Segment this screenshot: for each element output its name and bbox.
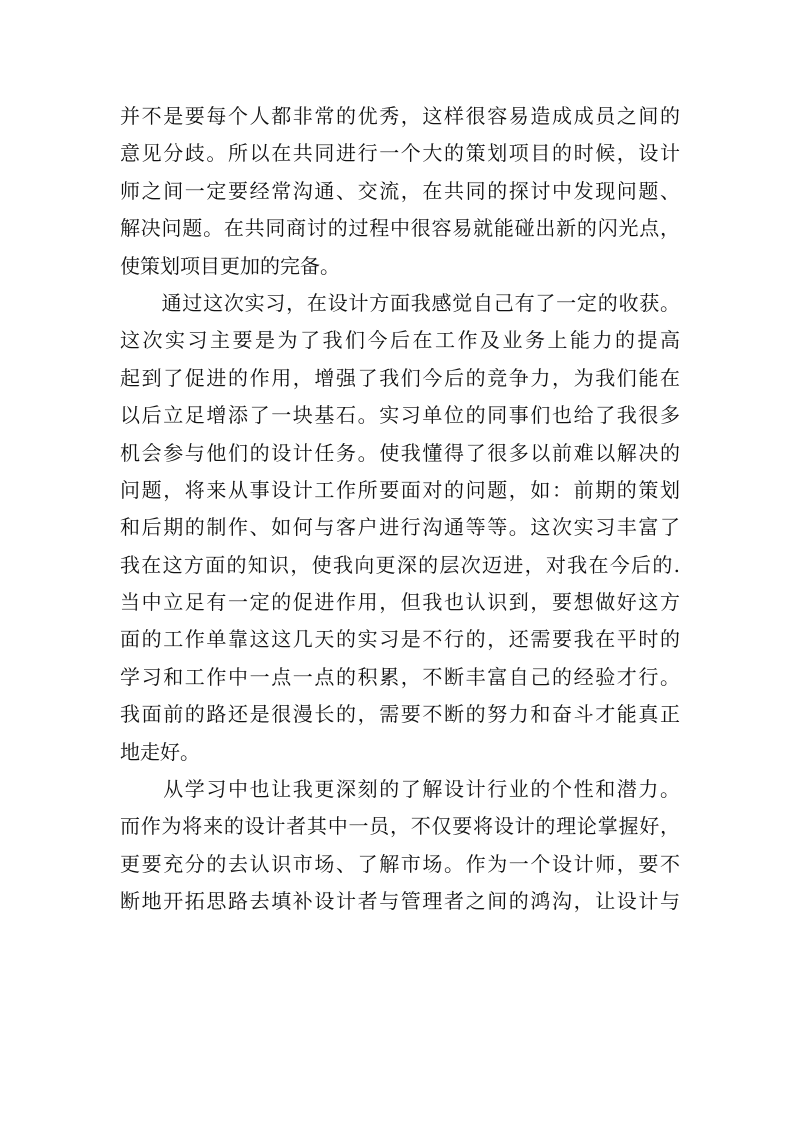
text-line: 师之间一定要经常沟通、交流，在共同的探讨中发现问题、	[120, 178, 680, 203]
text-line: 这次实习主要是为了我们今后在工作及业务上能力的提高	[120, 328, 680, 353]
text-line: 当中立足有一定的促进作用，但我也认识到，要想做好这方	[120, 590, 680, 615]
text-line: 断地开拓思路去填补设计者与管理者之间的鸿沟，让设计与	[120, 889, 680, 914]
text-line: 从学习中也让我更深刻的了解设计行业的个性和潜力。	[120, 777, 680, 802]
text-line: 面的工作单靠这这几天的实习是不行的，还需要我在平时的	[120, 627, 680, 652]
text-line: 以后立足增添了一块基石。实习单位的同事们也给了我很多	[120, 403, 680, 428]
document-body	[120, 98, 680, 921]
text-line: 地走好。	[120, 739, 200, 764]
text-line: 解决问题。在共同商讨的过程中很容易就能碰出新的闪光点，	[120, 216, 680, 241]
text-line: 通过这次实习，在设计方面我感觉自己有了一定的收获。	[120, 290, 680, 315]
text-line: 问题，将来从事设计工作所要面对的问题，如：前期的策划	[120, 477, 680, 502]
text-line: 我在这方面的知识，使我向更深的层次迈进，对我在今后的.	[120, 552, 680, 577]
text-line: 机会参与他们的设计任务。使我懂得了很多以前难以解决的	[120, 440, 680, 465]
text-line: 和后期的制作、如何与客户进行沟通等等。这次实习丰富了	[120, 515, 680, 540]
text-line: 学习和工作中一点一点的积累，不断丰富自己的经验才行。	[120, 664, 680, 689]
text-line: 而作为将来的设计者其中一员，不仅要将设计的理论掌握好，	[120, 814, 680, 839]
text-line: 使策划项目更加的完备。	[120, 253, 340, 278]
text-line: 我面前的路还是很漫长的，需要不断的努力和奋斗才能真正	[120, 702, 680, 727]
text-line: 并不是要每个人都非常的优秀，这样很容易造成成员之间的	[120, 104, 680, 128]
text-line: 起到了促进的作用，增强了我们今后的竞争力，为我们能在	[120, 365, 680, 390]
text-line: 更要充分的去认识市场、了解市场。作为一个设计师，要不	[120, 851, 680, 876]
text-line: 意见分歧。所以在共同进行一个大的策划项目的时候，设计	[120, 141, 680, 166]
